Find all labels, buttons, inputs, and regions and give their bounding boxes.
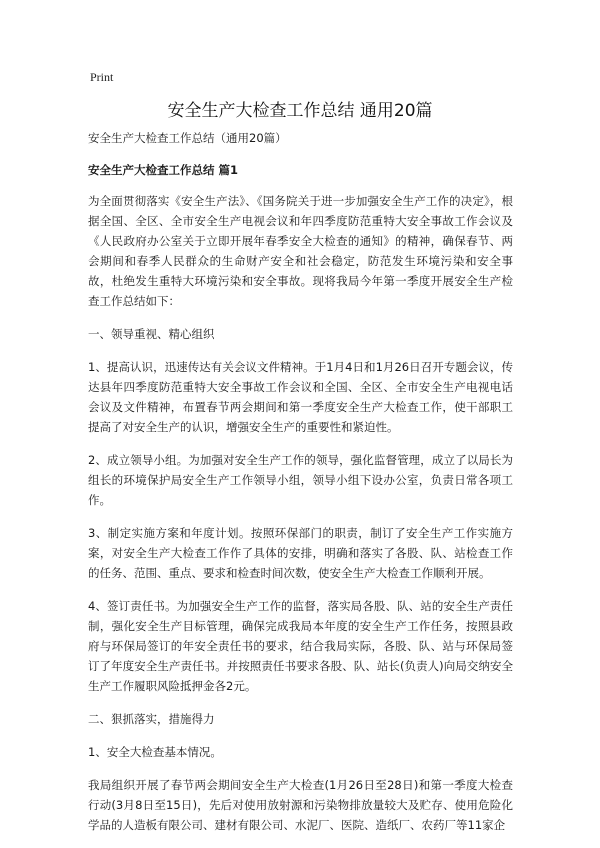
document-title: 安全生产大检查工作总结 通用20篇 bbox=[167, 101, 433, 121]
intro-paragraph: 为全面贯彻落实《安全生产法》、《国务院关于进一步加强安全生产工作的决定》，根据全国、全区、全市安全生产电视会议和年四季度防范重特大安全事故工作会议及《人民政府办公室关于立即开展年春季安全大检查的通知》的精神，确保春节、两会期间和春季人民群众的生命财产安全和社会稳定，防范发生环境污染和安全事故，杜绝发生重特大环境污染和安全事故。现将我局今年第一季度开展安全生产检查工作总结如下： bbox=[88, 194, 513, 308]
paragraph-item-2: 2、成立领导小组。为加强对安全生产工作的领导，强化监督管理，成立了以局长为组长的环境保护局安全生产工作领导小组，领导小组下设办公室，负责日常各项工作。 bbox=[88, 453, 513, 507]
print-link[interactable]: Print bbox=[90, 70, 114, 84]
paragraph-inspection: 我局组织开展了春节两会期间安全生产大检查(1月26日至28日)和第一季度大检查行动(3月8日至15日)，先后对使用放射源和污染物排放量较大及贮存、使用危险化学品的人造板有限公司、建材有限公司、水泥厂、医院、造纸厂、农药厂等11家企 bbox=[88, 778, 513, 832]
part-heading-1: 一、领导重视、精心组织 bbox=[88, 327, 215, 341]
sub-heading-1: 1、安全大检查基本情况。 bbox=[88, 745, 222, 759]
document-body bbox=[88, 128, 513, 848]
part-heading-2: 二、狠抓落实，措施得力 bbox=[88, 712, 215, 726]
paragraph-item-1: 1、提高认识，迅速传达有关会议文件精神。于1月4日和1月26日召开专题会议，传达县年四季度防范重特大安全事故工作会议和全国、全区、全市安全生产电视电话会议及文件精神，布置春节两会期间和第一季度安全生产大检查工作，使干部职工提高了对安全生产的认识，增强安全生产的重要性和紧迫性。 bbox=[88, 360, 513, 434]
paragraph-item-4: 4、签订责任书。为加强安全生产工作的监督，落实局各股、队、站的安全生产责任制，强化安全生产目标管理，确保完成我局本年度的安全生产工作任务，按照县政府与环保局签订的年安全责任书的要求，结合我局实际，各股、队、站与环保局签订了年度安全生产责任书。并按照责任书要求各股、队、站长(负责人)向局交纳安全生产工作履职风险抵押金各2元。 bbox=[88, 599, 513, 693]
section-heading: 安全生产大检查工作总结 篇1 bbox=[88, 163, 239, 177]
document-subtitle: 安全生产大检查工作总结（通用20篇） bbox=[88, 131, 287, 145]
paragraph-item-3: 3、制定实施方案和年度计划。按照环保部门的职责，制订了安全生产工作实施方案，对安全生产大检查工作作了具体的安排，明确和落实了各股、队、站检查工作的任务、范围、重点、要求和检查时间次数，使安全生产大检查工作顺利开展。 bbox=[88, 526, 513, 580]
